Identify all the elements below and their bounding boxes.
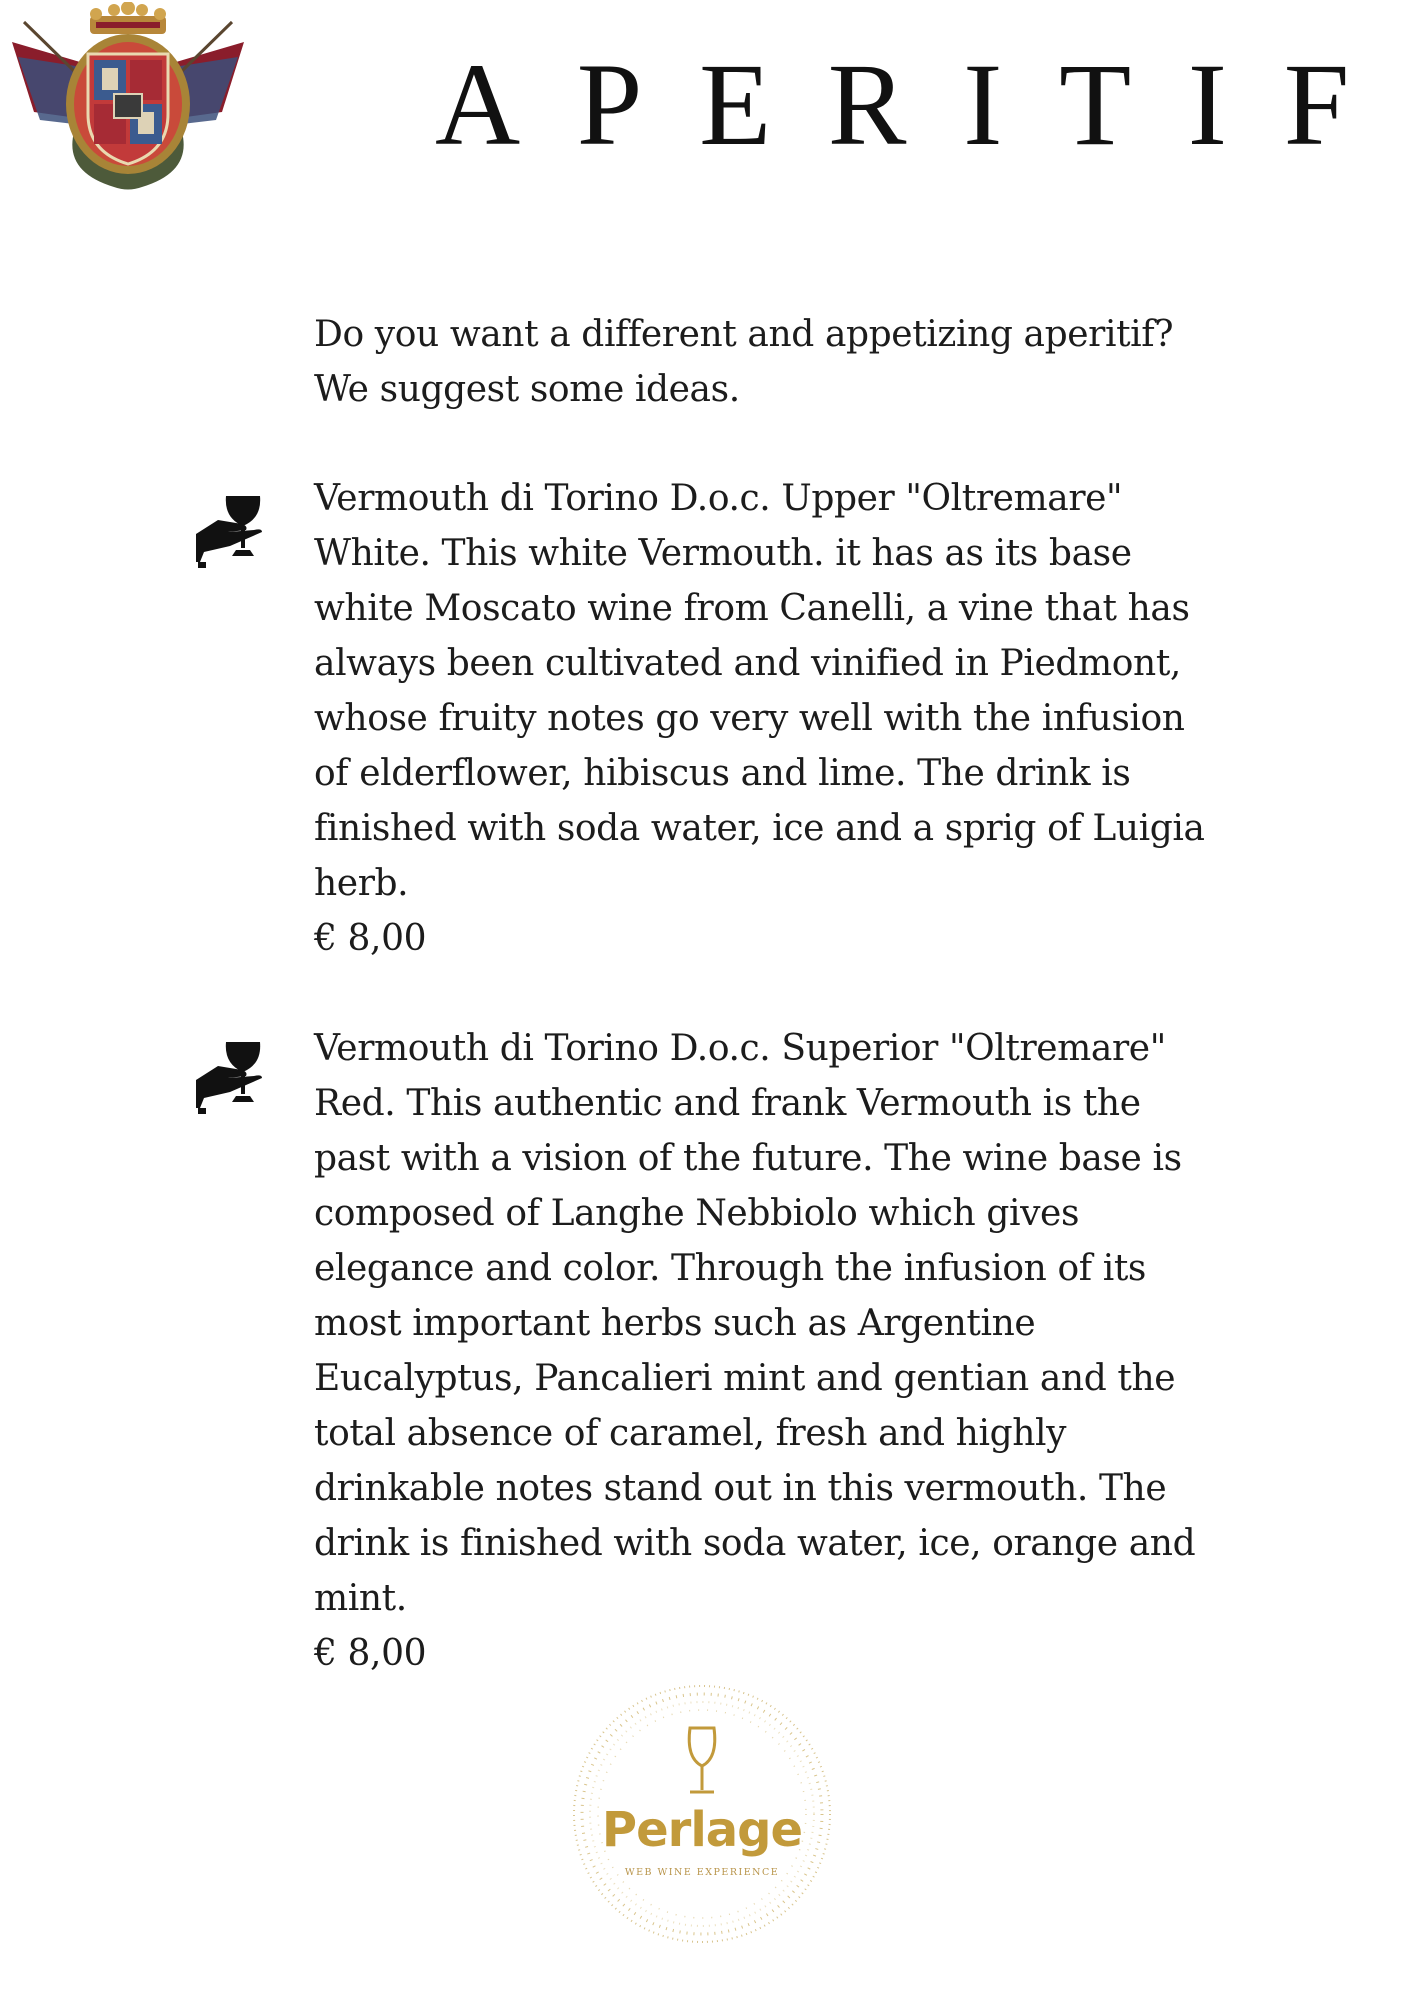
wine-glass-on-hand-icon [196,1038,278,1114]
item-description-line: total absence of caramel, fresh and highly [314,1413,1067,1454]
item-price: € 8,00 [314,918,427,959]
menu-item [314,1021,1274,1681]
item-description-line: most important herbs such as Argentine [314,1303,1036,1344]
coat-of-arms-icon [4,2,252,194]
item-description-line: Eucalyptus, Pancalieri mint and gentian and the [314,1358,1176,1399]
intro-text [314,307,1274,417]
item-description-line: drink is finished with soda water, ice, orange and [314,1523,1196,1564]
logo-name: Perlage [601,1802,803,1858]
item-description-line: Vermouth di Torino D.o.c. Superior "Oltremare" [314,1028,1166,1069]
item-description-line: mint. [314,1578,407,1619]
item-description-line: whose fruity notes go very well with the infusion [314,698,1185,739]
perlage-logo [566,1678,838,1950]
item-description-line: herb. [314,863,409,904]
logo-tagline: WEB WINE EXPERIENCE [624,1867,780,1878]
item-description-line: elegance and color. Through the infusion of its [314,1248,1146,1289]
item-description-line: of elderflower, hibiscus and lime. The drink is [314,753,1131,794]
item-description-line: always been cultivated and vinified in Piedmont, [314,643,1181,684]
intro-line: Do you want a different and appetizing aperitif? [314,314,1174,355]
item-price: € 8,00 [314,1633,427,1674]
wine-glass-on-hand-icon [196,492,278,568]
item-description-line: Red. This authentic and frank Vermouth is the [314,1083,1141,1124]
item-description-line: Vermouth di Torino D.o.c. Upper "Oltremare" [314,478,1123,519]
wine-glass-icon [689,1728,715,1792]
page-title: APERITIF [434,39,1406,170]
intro-line: We suggest some ideas. [314,369,740,410]
item-description-line: past with a vision of the future. The wine base is [314,1138,1182,1179]
item-description-line: drinkable notes stand out in this vermouth. The [314,1468,1167,1509]
crest-crown [90,2,166,34]
crest-shield [88,54,168,164]
menu-item [314,471,1274,966]
item-description-line: finished with soda water, ice and a sprig of Luigia [314,808,1205,849]
item-description-line: white Moscato wine from Canelli, a vine that has [314,588,1190,629]
item-description-line: White. This white Vermouth. it has as its base [314,533,1132,574]
item-description-line: composed of Langhe Nebbiolo which gives [314,1193,1080,1234]
